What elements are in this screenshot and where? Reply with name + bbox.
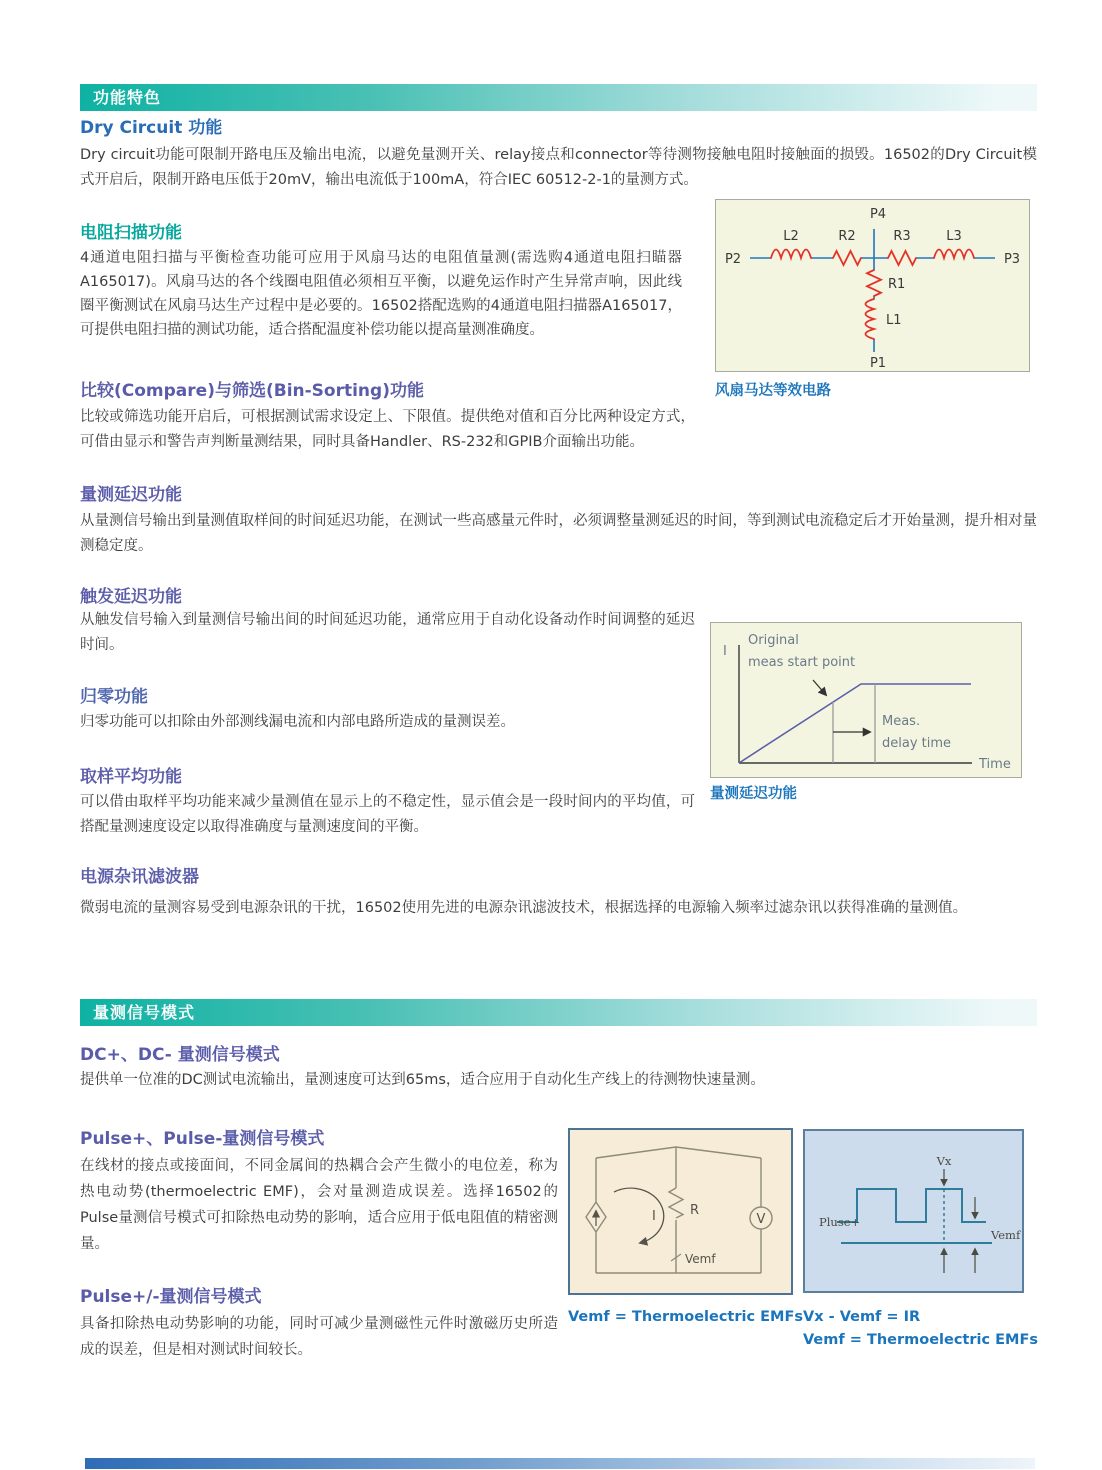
pulse-waveform-figure <box>803 1129 1024 1293</box>
resistor-icon <box>669 1188 683 1218</box>
label-current: I <box>652 1209 656 1224</box>
label-l1: L1 <box>886 313 902 328</box>
thermo-emf-circuit-diagram <box>570 1130 791 1293</box>
label-l3: L3 <box>946 229 962 244</box>
pointer-arrow <box>813 680 826 695</box>
label-vx: Vx <box>936 1154 952 1168</box>
paragraph-dc-mode: 提供单一位准的DC测试电流输出，量测速度可达到65ms，适合应用于自动化生产线上的待测物快速量测。 <box>80 1072 765 1088</box>
label-vemf-wave: Vemf <box>991 1228 1021 1242</box>
label-meas-start: meas start point <box>748 655 856 670</box>
resistor-R2 <box>833 251 861 265</box>
heading-compare: 比较(Compare)与筛选(Bin-Sorting)功能 <box>80 381 424 401</box>
label-pluse: Pluse+ <box>819 1215 861 1229</box>
circuit-wires <box>750 229 995 352</box>
heading-zeroing: 归零功能 <box>80 687 148 707</box>
heading-sampling-average: 取样平均功能 <box>80 767 182 787</box>
label-p4: P4 <box>869 207 887 222</box>
section-header-features-title: 功能特色 <box>93 88 162 107</box>
label-l2: L2 <box>783 229 799 244</box>
label-p1: P1 <box>869 356 887 371</box>
label-delay-time: delay time <box>882 736 952 751</box>
emf-circuit-labels <box>652 1203 766 1266</box>
emf-circuit-wires <box>586 1147 772 1273</box>
label-time-axis: Time <box>979 757 1011 772</box>
current-loop-arrow <box>614 1188 664 1243</box>
fan-motor-circuit-figure <box>715 199 1030 372</box>
paragraph-pulse-pm-mode: 具备扣除热电动势影响的功能，同时可减少量测磁性元件时激磁历史所造成的误差，但是相对测试时间较长。 <box>80 1316 558 1358</box>
heading-measure-delay: 量测延迟功能 <box>80 485 182 505</box>
label-p2: P2 <box>724 252 742 267</box>
heading-pulse-pm-mode: Pulse+/-量测信号模式 <box>80 1287 262 1307</box>
delay-markers <box>833 684 875 763</box>
section-header-signal-modes-title: 量测信号模式 <box>93 1003 196 1022</box>
measure-delay-diagram <box>711 623 1021 777</box>
label-resistor: R <box>690 1203 700 1218</box>
paragraph-zeroing: 归零功能可以扣除由外部测线漏电流和内部电路所造成的量测误差。 <box>80 714 515 730</box>
measure-delay-figure <box>710 622 1022 778</box>
label-meas: Meas. <box>882 714 921 729</box>
paragraph-dry-circuit: Dry circuit功能可限制开路电压及输出电流，以避免量测开关、relay接点和connector等待测物接触电阻时接触面的损毁。16502的Dry Circuit模式开启后，限制开路电压低于20mV，输出电流低于100mA，符合IEC 60512-2-1的量测方式。 <box>80 147 1037 188</box>
fan-motor-circuit-caption: 风扇马达等效电路 <box>715 383 831 399</box>
paragraph-resistance-scan: 4通道电阻扫描与平衡检查功能可应用于风扇马达的电阻值量测(需选购4通道电阻扫瞄器A165017)。风扇马达的各个线圈电阻值必须相互平衡，以避免运作时产生异常声响，因此线圈平衡测试在风扇马达生产过程中是必要的。16502搭配选购的4通道电阻扫描器A165017，可提供电阻扫描的测试功能，适合搭配温度补偿功能以提高量测准确度。 <box>80 250 682 338</box>
label-original: Original <box>748 633 799 648</box>
pulse-diagram-labels <box>819 1154 1021 1242</box>
fan-motor-circuit-diagram <box>716 200 1029 371</box>
pulse-waveform-diagram <box>805 1131 1022 1291</box>
diagram-labels <box>723 633 1011 772</box>
heading-pulse-mode: Pulse+、Pulse-量测信号模式 <box>80 1129 325 1149</box>
thermo-emf-caption: Vemf = Thermoelectric EMFs <box>568 1309 803 1325</box>
paragraph-pulse-mode: 在线材的接点或接面间，不同金属间的热耦合会产生微小的电位差，称为热电动势(thermoelectric EMF)，会对量测造成误差。选择16502的Pulse量测信号模式可扣除热电动势的影响，适合应用于低电阻值的精密测量。 <box>80 1158 558 1252</box>
heading-resistance-scan: 电阻扫描功能 <box>80 223 182 243</box>
label-voltmeter: V <box>756 1212 766 1227</box>
heading-noise-filter: 电源杂讯滤波器 <box>80 867 199 887</box>
paragraph-trigger-delay: 从触发信号输入到量测信号输出间的时间延迟功能，通常应用于自动化设备动作时间调整的延迟时间。 <box>80 612 695 653</box>
section-header-features <box>80 84 1037 111</box>
label-r1: R1 <box>888 277 906 292</box>
inductor-L3 <box>934 250 974 259</box>
label-r3: R3 <box>893 229 911 244</box>
footer-bar <box>85 1458 1035 1469</box>
paragraph-compare: 比较或筛选功能开启后，可根据测试需求设定上、下限值。提供绝对值和百分比两种设定方式，可借由显示和警告声判断量测结果，同时具备Handler、RS-232和GPIB介面输出功能。 <box>80 409 695 450</box>
paragraph-measure-delay: 从量测信号输出到量测值取样间的时间延迟功能，在测试一些高感量元件时，必须调整量测延迟的时间，等到测试电流稳定后才开始量测，提升相对量测稳定度。 <box>80 513 1037 554</box>
thermo-emf-circuit-figure <box>568 1128 793 1295</box>
section-header-signal-modes <box>80 999 1037 1026</box>
inductor-L1 <box>866 299 875 339</box>
label-current-axis: I <box>723 644 727 659</box>
measure-delay-caption: 量测延迟功能 <box>710 786 797 802</box>
pulse-waveform-caption-1: Vx - Vemf = IR <box>803 1309 921 1325</box>
paragraph-sampling-average: 可以借由取样平均功能来减少量测值在显示上的不稳定性，显示值会是一段时间内的平均值，可搭配量测速度设定以取得准确度与量测速度间的平衡。 <box>80 794 695 835</box>
inductor-L2 <box>771 250 811 259</box>
label-p3: P3 <box>1003 252 1021 267</box>
circuit-components <box>771 250 974 340</box>
resistor-R3 <box>888 251 916 265</box>
pulse-waveform-caption-2: Vemf = Thermoelectric EMFs <box>803 1332 1038 1348</box>
resistor-R1 <box>867 270 881 296</box>
heading-dry-circuit: Dry Circuit 功能 <box>80 118 223 138</box>
paragraph-noise-filter: 微弱电流的量测容易受到电源杂讯的干扰，16502使用先进的电源杂讯滤波技术，根据选择的电源输入频率过滤杂讯以获得准确的量测值。 <box>80 900 968 916</box>
label-r2: R2 <box>838 229 856 244</box>
heading-dc-mode: DC+、DC- 量测信号模式 <box>80 1045 280 1065</box>
label-vemf: Vemf <box>685 1252 716 1266</box>
heading-trigger-delay: 触发延迟功能 <box>80 587 182 607</box>
